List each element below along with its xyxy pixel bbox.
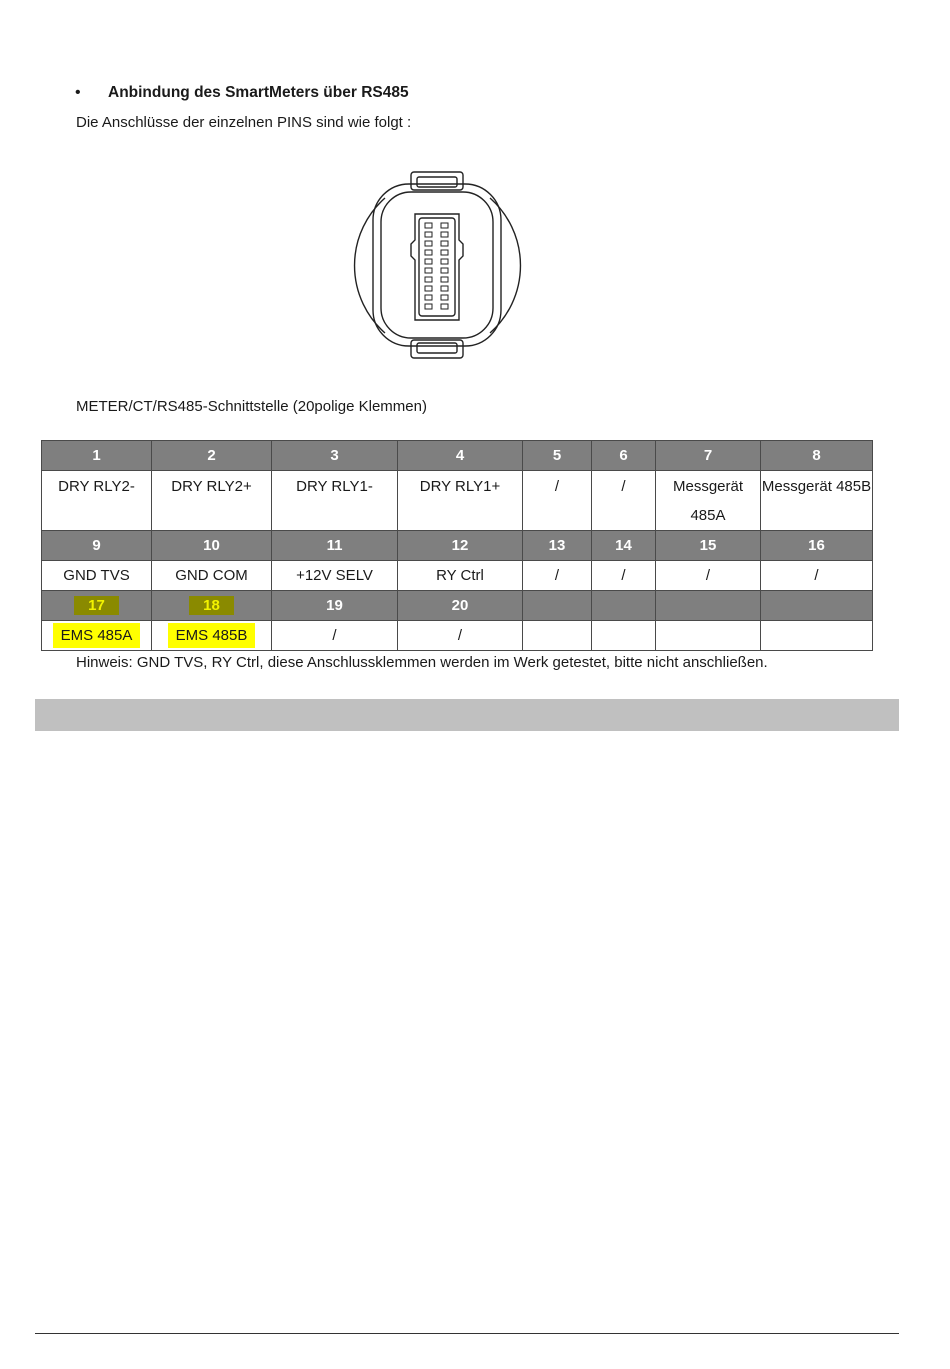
connector-pin bbox=[441, 259, 448, 264]
section-heading: Anbindung des SmartMeters über RS485 bbox=[108, 84, 409, 101]
pin-number: 1 bbox=[42, 441, 152, 471]
pin-function: Messgerät 485B bbox=[761, 471, 873, 531]
pin-number-row-3 bbox=[42, 591, 873, 621]
pin-function: DRY RLY2- bbox=[42, 471, 152, 531]
pin-function bbox=[523, 621, 592, 651]
connector-pin bbox=[441, 295, 448, 300]
connector-pin bbox=[441, 232, 448, 237]
20-pin-connector-icon bbox=[345, 168, 530, 368]
highlighted-pin-number: 18 bbox=[189, 596, 234, 615]
pin-function: GND COM bbox=[152, 561, 272, 591]
pin-number-row-2 bbox=[42, 531, 873, 561]
highlighted-pin-number: 17 bbox=[74, 596, 119, 615]
connector-pin bbox=[425, 286, 432, 291]
pin-function bbox=[592, 621, 656, 651]
bullet: • bbox=[75, 84, 81, 101]
pin-number: 15 bbox=[656, 531, 761, 561]
connector-pin bbox=[441, 277, 448, 282]
pin-number: 12 bbox=[398, 531, 523, 561]
pin-number: 5 bbox=[523, 441, 592, 471]
highlighted-pin-function: EMS 485B bbox=[168, 623, 256, 648]
interface-caption: METER/CT/RS485-Schnittstelle (20polige Klemmen) bbox=[76, 398, 427, 415]
pin-function: / bbox=[592, 561, 656, 591]
pin-function-row-3 bbox=[42, 621, 873, 651]
pin-function-row-2 bbox=[42, 561, 873, 591]
pin-number: 19 bbox=[272, 591, 398, 621]
pin-number: 13 bbox=[523, 531, 592, 561]
pin-number: 16 bbox=[761, 531, 873, 561]
highlighted-pin-function: EMS 485A bbox=[53, 623, 141, 648]
connector-pin bbox=[425, 250, 432, 255]
connector-pin bbox=[425, 223, 432, 228]
pin-number bbox=[761, 591, 873, 621]
pin-function: RY Ctrl bbox=[398, 561, 523, 591]
pin-function: DRY RLY2+ bbox=[152, 471, 272, 531]
pin-function: Messgerät 485A bbox=[656, 471, 761, 531]
pin-number: 4 bbox=[398, 441, 523, 471]
pin-function bbox=[152, 621, 272, 651]
pin-function: / bbox=[272, 621, 398, 651]
connector-pin bbox=[441, 304, 448, 309]
pin-function bbox=[761, 621, 873, 651]
connector-pin bbox=[425, 259, 432, 264]
intro-text: Die Anschlüsse der einzelnen PINS sind wie folgt : bbox=[76, 114, 412, 131]
pin-function: / bbox=[656, 561, 761, 591]
pin-function: / bbox=[761, 561, 873, 591]
connector-pin bbox=[425, 295, 432, 300]
pin-function bbox=[656, 621, 761, 651]
connector-pin bbox=[441, 250, 448, 255]
connector-pin bbox=[425, 277, 432, 282]
pin-number: 9 bbox=[42, 531, 152, 561]
pin-function: / bbox=[398, 621, 523, 651]
section-heading-row bbox=[75, 84, 409, 102]
pin-function-row-1 bbox=[42, 471, 873, 531]
pin-number: 7 bbox=[656, 441, 761, 471]
pin-number: 6 bbox=[592, 441, 656, 471]
pin-number bbox=[152, 591, 272, 621]
section-divider-band bbox=[35, 699, 899, 731]
pin-number bbox=[42, 591, 152, 621]
pin-number bbox=[592, 591, 656, 621]
footer-rule bbox=[35, 1333, 899, 1334]
pin-function: / bbox=[523, 561, 592, 591]
pin-function: GND TVS bbox=[42, 561, 152, 591]
pin-number-row-1 bbox=[42, 441, 873, 471]
pin-function: / bbox=[592, 471, 656, 531]
connector-pin bbox=[441, 268, 448, 273]
connector-pin bbox=[425, 304, 432, 309]
pin-number bbox=[656, 591, 761, 621]
pin-assignment-table bbox=[41, 440, 873, 651]
pin-number: 8 bbox=[761, 441, 873, 471]
connector-pin bbox=[425, 232, 432, 237]
connector-pin bbox=[441, 223, 448, 228]
pin-number: 20 bbox=[398, 591, 523, 621]
pin-number: 3 bbox=[272, 441, 398, 471]
connector-pin bbox=[425, 268, 432, 273]
pin-function: +12V SELV bbox=[272, 561, 398, 591]
pin-number: 14 bbox=[592, 531, 656, 561]
pin-function bbox=[42, 621, 152, 651]
note-text: Hinweis: GND TVS, RY Ctrl, diese Anschlussklemmen werden im Werk getestet, bitte nicht anschließen. bbox=[76, 654, 768, 671]
pin-function: DRY RLY1+ bbox=[398, 471, 523, 531]
pin-number: 10 bbox=[152, 531, 272, 561]
connector-pin bbox=[425, 241, 432, 246]
pin-number: 11 bbox=[272, 531, 398, 561]
pin-function: / bbox=[523, 471, 592, 531]
pin-function: DRY RLY1- bbox=[272, 471, 398, 531]
connector-pin bbox=[441, 286, 448, 291]
connector-pin bbox=[441, 241, 448, 246]
pin-number: 2 bbox=[152, 441, 272, 471]
pin-number bbox=[523, 591, 592, 621]
